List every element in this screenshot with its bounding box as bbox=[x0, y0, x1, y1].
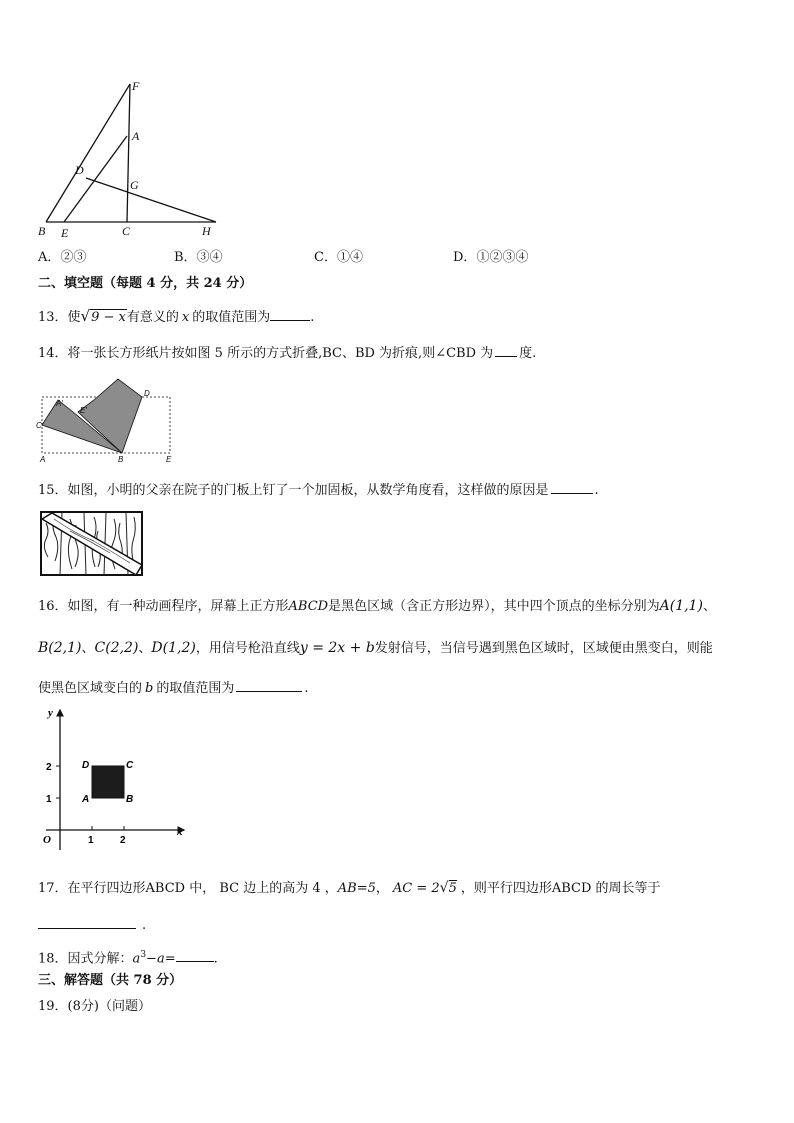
q13-suffix: 的取值范围为 bbox=[192, 310, 271, 325]
q16-sep-2: 、 bbox=[81, 641, 95, 656]
question-15 bbox=[38, 480, 599, 500]
q17-prefix: 17．在平行四边形ABCD 中， BC 边上的高为 4 ， bbox=[38, 881, 338, 896]
q18-expr-exp: 3 bbox=[140, 950, 147, 960]
q13-radicand: 9 − x bbox=[91, 310, 126, 325]
line-fc bbox=[127, 84, 130, 222]
q16-var-b: b bbox=[145, 681, 154, 696]
question-17-answer-line bbox=[38, 915, 146, 935]
label-y-axis: y bbox=[48, 707, 53, 719]
q16-line1: 16．如图，有一种动画程序，屏幕上正方形 bbox=[38, 599, 289, 614]
option-b bbox=[174, 249, 223, 267]
label-e-prime: E' bbox=[80, 406, 87, 415]
q17-comma: ， bbox=[375, 881, 389, 896]
q17-ab: AB=5 bbox=[337, 881, 376, 896]
tick-label-y-1: 1 bbox=[46, 794, 52, 805]
q16-sep-1: 、 bbox=[702, 599, 716, 614]
q17-ac-lhs: AC = 2 bbox=[392, 881, 440, 896]
q17-suffix: ，则平行四边形ABCD 的周长等于 bbox=[460, 881, 661, 896]
label-c: C bbox=[36, 421, 42, 430]
q13-middle: 有意义的 bbox=[126, 310, 179, 325]
label-b: B bbox=[38, 224, 46, 238]
q18-end: . bbox=[213, 951, 218, 967]
q16-point-a: A(1,1) bbox=[659, 598, 703, 614]
q16-line1b: 是黑色区域（含正方形边界），其中四个顶点的坐标分别为 bbox=[328, 599, 660, 614]
option-d-value: ①②③④ bbox=[476, 250, 529, 265]
q16-line3b: 的取值范围为 bbox=[156, 681, 235, 696]
label-a: A bbox=[132, 129, 140, 143]
option-c-letter: C． bbox=[314, 250, 337, 265]
question-17 bbox=[38, 879, 661, 898]
option-c-value: ①④ bbox=[336, 250, 363, 265]
section-3-title: 三、解答题（共 78 分） bbox=[38, 973, 183, 988]
option-b-value: ③④ bbox=[196, 250, 223, 265]
q15-end: . bbox=[594, 483, 599, 498]
q17-answer-blank[interactable] bbox=[38, 915, 136, 929]
q16-square: ABCD bbox=[288, 599, 329, 614]
tick-label-x-2: 2 bbox=[120, 835, 126, 846]
label-x-axis: x bbox=[177, 826, 183, 838]
folded-flap-right bbox=[78, 379, 142, 453]
option-a-letter: A． bbox=[38, 250, 61, 265]
q13-prefix: 13．使 bbox=[38, 310, 81, 325]
q13-sqrt: √9 − x bbox=[80, 307, 126, 325]
option-d bbox=[453, 249, 528, 267]
q16-line2b: ，用信号枪沿直线 bbox=[195, 641, 300, 656]
q17-end: . bbox=[142, 918, 147, 933]
option-d-letter: D． bbox=[453, 250, 477, 265]
folded-paper-figure bbox=[36, 372, 176, 464]
option-a-value: ②③ bbox=[60, 250, 87, 265]
q18-expr-rest: −a= bbox=[146, 951, 176, 967]
line-dh bbox=[86, 178, 216, 222]
label-c: C bbox=[122, 224, 131, 238]
label-e: E bbox=[61, 226, 69, 240]
line-ea bbox=[64, 136, 127, 222]
question-14 bbox=[38, 343, 536, 363]
label-d: D bbox=[144, 389, 150, 398]
vertex-label-d: D bbox=[82, 760, 90, 771]
q16-line-eq: y = 2x + b bbox=[299, 640, 375, 656]
label-h: H bbox=[202, 224, 211, 238]
vertex-label-a: A bbox=[82, 794, 90, 805]
question-13 bbox=[38, 307, 314, 327]
label-e: E bbox=[166, 455, 172, 464]
label-origin: O bbox=[43, 834, 51, 846]
label-d: D bbox=[75, 163, 84, 177]
q16-point-c: C(2,2) bbox=[94, 640, 139, 656]
q13-var: x bbox=[181, 310, 190, 325]
door-board-figure bbox=[40, 511, 144, 577]
q16-point-b: B(2,1) bbox=[38, 640, 82, 656]
question-16-line-2 bbox=[38, 639, 713, 658]
question-18 bbox=[38, 946, 218, 968]
q13-answer-blank[interactable] bbox=[270, 307, 310, 321]
tick-label-y-2: 2 bbox=[46, 762, 52, 773]
q16-end: . bbox=[304, 681, 309, 696]
q18-expr-a: a bbox=[132, 951, 141, 967]
q17-ac: AC = 2√5 bbox=[392, 880, 457, 896]
q15-text: 15．如图，小明的父亲在院子的门板上钉了一个加固板，从数学角度看，这样做的原因是 bbox=[38, 483, 549, 498]
q15-answer-blank[interactable] bbox=[551, 480, 593, 494]
line-bf bbox=[46, 84, 130, 222]
q14-text: 14．将一张长方形纸片按如图 5 所示的方式折叠,BC、BD 为折痕,则∠CBD 为 bbox=[38, 346, 494, 361]
q16-point-d: D(1,2) bbox=[151, 640, 196, 656]
tick-label-x-1: 1 bbox=[88, 835, 94, 846]
coordinate-graph bbox=[34, 704, 194, 854]
q16-line3: 使黑色区域变白的 bbox=[38, 681, 143, 696]
vertex-label-c: C bbox=[126, 760, 134, 771]
black-square-abcd bbox=[92, 766, 124, 798]
label-g: G bbox=[130, 178, 139, 192]
q16-sep-3: 、 bbox=[138, 641, 152, 656]
option-b-letter: B． bbox=[174, 250, 197, 265]
label-a: A bbox=[40, 455, 46, 464]
label-b: B bbox=[118, 455, 124, 464]
q18-answer-blank[interactable] bbox=[176, 948, 214, 962]
option-c bbox=[314, 249, 363, 267]
q18-prefix: 18．因式分解： bbox=[38, 951, 133, 967]
q17-ac-radicand: 5 bbox=[448, 881, 457, 896]
q14-answer-blank[interactable] bbox=[495, 343, 517, 357]
q14-end: 度. bbox=[519, 346, 537, 361]
label-f: F bbox=[132, 79, 140, 93]
vertex-label-b: B bbox=[126, 794, 134, 805]
q13-end: . bbox=[310, 310, 315, 325]
option-a bbox=[38, 249, 86, 267]
question-16-line-3 bbox=[38, 678, 309, 698]
q16-line2c: 发射信号，当信号遇到黑色区域时，区域便由黑变白，则能 bbox=[374, 641, 713, 656]
question-16-line-1 bbox=[38, 597, 716, 616]
geometry-figure-fadgbech bbox=[30, 78, 230, 238]
question-19: 19．(8分)（问题） bbox=[38, 999, 151, 1014]
section-2-title: 二、填空题（每题 4 分，共 24 分） bbox=[38, 276, 253, 291]
label-a-prime: A' bbox=[56, 399, 63, 408]
q16-answer-blank[interactable] bbox=[236, 678, 302, 692]
